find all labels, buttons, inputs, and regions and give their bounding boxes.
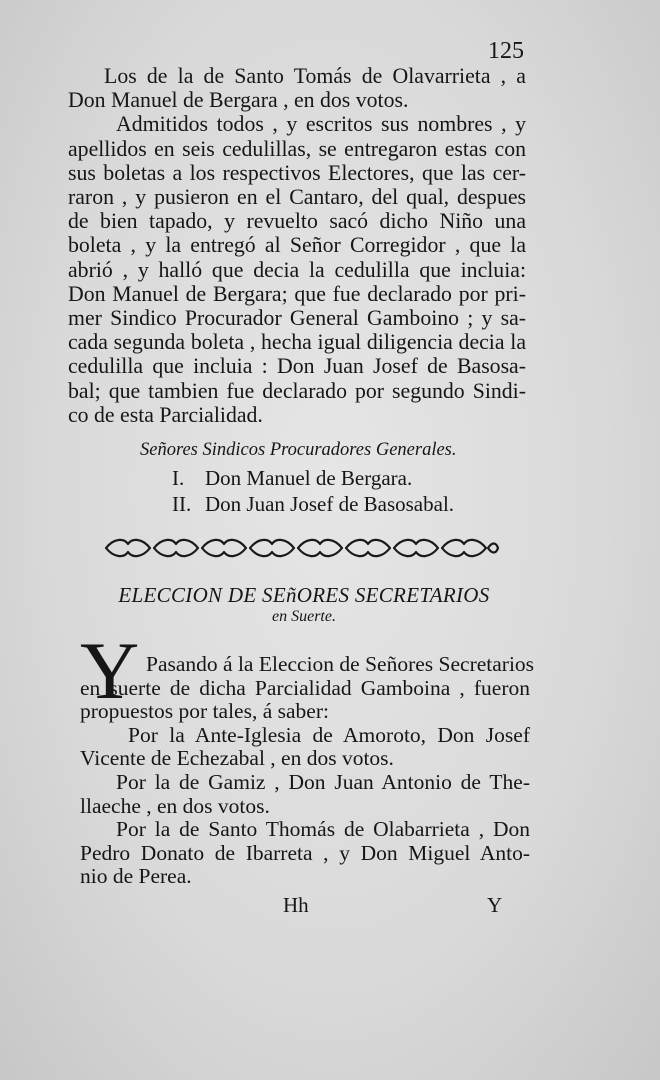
body-text [68, 64, 526, 427]
officials-list [172, 465, 454, 517]
text-line: en suerte de dicha Parcialidad Gamboina , fueron [80, 675, 530, 700]
text-line: abrió , y halló que decia la cedulilla que incluia: [68, 257, 526, 282]
text-line: raron , y pusieron en el Cantaro, del qual, despues [68, 185, 526, 210]
officials-header: Señores Sindicos Procuradores Generales. [140, 440, 457, 460]
official-name: Don Juan Josef de Basosabal. [205, 492, 455, 516]
text-line: mer Sindico Procurador General Gamboino ; y sa- [68, 306, 526, 331]
decorative-divider [102, 530, 502, 566]
official-item [172, 465, 454, 491]
text-line: co de esta Parcialidad. [68, 402, 263, 427]
official-number: I. [172, 466, 185, 490]
text-line: Don Manuel de Bergara , en dos votos. [68, 88, 409, 113]
text-line: apellidos en seis cedulillas, se entregaron estas con [68, 136, 526, 161]
text-line: de bien tapado, y revuelto sacó dicho Niño una [68, 209, 526, 234]
text-line: cada segunda boleta , hecha igual diligencia decia la [68, 330, 526, 355]
catchword: Y [487, 893, 503, 917]
section-text [80, 652, 535, 889]
section-title: ELECCION DE SEñORES SECRETARIOS [118, 583, 490, 607]
text-line: Por la de Gamiz , Don Juan Antonio de The- [116, 769, 530, 794]
text-line: propuestos por tales, á saber: [80, 699, 329, 724]
text-line: Los de la de Santo Tomás de Olavarrieta , a [104, 64, 526, 88]
text-line: Por la de Santo Thomás de Olabarrieta , Don [116, 817, 530, 842]
official-number: II. [172, 492, 192, 516]
page-number: 125 [488, 38, 524, 64]
signature-mark: Hh [283, 893, 309, 917]
text-line: sus boletas a los respectivos Electores, que las cer- [68, 160, 526, 185]
text-line: cedulilla que incluia : Don Juan Josef de Basosa- [68, 354, 526, 379]
text-line: bal; que tambien fue declarado por segundo Sindi- [68, 378, 526, 403]
section-subtitle: en Suerte. [272, 608, 336, 625]
text-line: llaeche , en dos votos. [80, 793, 270, 818]
text-line: Por la Ante-Iglesia de Amoroto, Don Josef [128, 722, 530, 747]
text-line: nio de Perea. [80, 864, 192, 889]
text-line: boleta , y la entregó al Señor Corregidor , que la [68, 233, 526, 258]
text-line: Don Manuel de Bergara; que fue declarado por pri- [68, 281, 526, 306]
drop-cap: Y [80, 625, 140, 716]
text-line: Vicente de Echezabal , en dos votos. [80, 746, 394, 771]
official-item [172, 491, 454, 517]
text-line: Admitidos todos , y escritos sus nombres , y [116, 112, 526, 137]
text-line: Pedro Donato de Ibarreta , y Don Miguel Anto- [80, 840, 530, 865]
text-line: Pasando á la Eleccion de Señores Secretarios [146, 652, 535, 676]
official-name: Don Manuel de Bergara. [205, 466, 413, 490]
